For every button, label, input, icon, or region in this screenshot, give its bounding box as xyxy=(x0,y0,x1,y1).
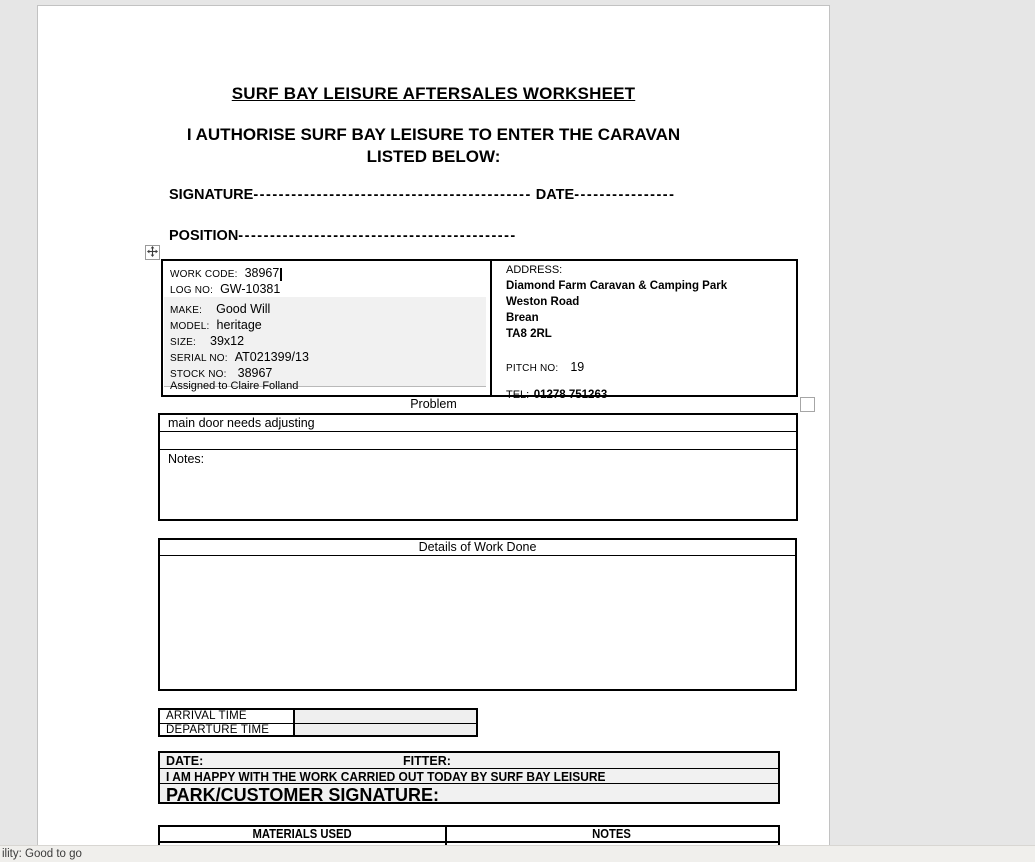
materials-used-header: MATERIALS USED xyxy=(252,827,353,841)
document-page xyxy=(37,5,830,862)
happy-statement-row xyxy=(160,769,778,784)
text-cursor xyxy=(280,268,282,281)
work-done-table xyxy=(158,538,797,691)
address-line-3: Brean xyxy=(506,312,539,324)
date-fitter-row xyxy=(160,753,778,769)
address-line-4: TA8 2RL xyxy=(506,328,552,340)
signoff-table xyxy=(158,751,780,804)
happy-statement-text: I AM HAPPY WITH THE WORK CARRIED OUT TODAY BY SURF BAY LEISURE xyxy=(166,769,606,784)
date-label: DATE xyxy=(535,187,575,203)
pitch-no-row[interactable] xyxy=(506,358,584,376)
date-fill-line: ---------------- xyxy=(574,187,676,203)
departure-time-field[interactable] xyxy=(295,724,477,735)
address-cell[interactable] xyxy=(499,261,799,401)
times-table xyxy=(158,708,478,737)
signoff-fitter-label[interactable]: FITTER: xyxy=(403,754,451,768)
serial-no-value[interactable]: AT021399/13 xyxy=(234,350,309,364)
log-no-row[interactable] xyxy=(170,280,280,298)
model-value[interactable]: heritage xyxy=(216,318,262,332)
address-line-2: Weston Road xyxy=(506,296,580,308)
stock-no-label: STOCK NO: xyxy=(170,369,227,380)
problem-empty-cell[interactable] xyxy=(160,432,796,450)
page-title: SURF BAY LEISURE AFTERSALES WORKSHEET xyxy=(231,84,636,103)
log-no-label: LOG NO: xyxy=(170,285,214,296)
work-code-label: WORK CODE: xyxy=(170,269,238,280)
serial-no-label: SERIAL NO: xyxy=(170,353,228,364)
status-bar xyxy=(0,845,1035,862)
customer-signature-row[interactable] xyxy=(160,784,778,806)
tel-value[interactable]: 01278 751263 xyxy=(533,389,608,401)
arrival-time-label: ARRIVAL TIME xyxy=(166,710,247,722)
departure-time-label: DEPARTURE TIME xyxy=(166,724,270,736)
move-cross-icon xyxy=(147,244,158,262)
caravan-address-table xyxy=(161,259,798,401)
position-line xyxy=(169,228,517,244)
authorise-line-1: I AUTHORISE SURF BAY LEISURE TO ENTER THE CARAVAN xyxy=(186,125,681,144)
tel-label: TEL: xyxy=(506,389,530,401)
departure-time-row xyxy=(160,724,476,735)
position-fill-line: -------------------------------------------- xyxy=(238,228,517,244)
pitch-no-label: PITCH NO: xyxy=(506,363,559,374)
address-line-1: Diamond Farm Caravan & Camping Park xyxy=(506,280,728,292)
make-value[interactable]: Good Will xyxy=(216,302,271,316)
arrival-time-field[interactable] xyxy=(295,710,477,723)
work-code-value[interactable]: 38967 xyxy=(244,266,280,280)
times-column-divider xyxy=(293,710,295,735)
arrival-time-row xyxy=(160,710,476,724)
signature-date-line xyxy=(169,187,675,203)
materials-notes-header: NOTES xyxy=(592,827,632,841)
authorise-line-2: LISTED BELOW: xyxy=(366,147,501,166)
size-value[interactable]: 39x12 xyxy=(210,334,245,348)
address-label: ADDRESS: xyxy=(506,264,563,276)
work-done-entry-cell[interactable] xyxy=(160,556,795,689)
problem-entry-cell[interactable]: main door needs adjusting xyxy=(160,415,796,432)
model-label: MODEL: xyxy=(170,321,210,332)
table-move-handle[interactable] xyxy=(145,245,160,260)
customer-signature-label: PARK/CUSTOMER SIGNATURE: xyxy=(166,785,440,805)
problem-heading: Problem xyxy=(410,397,457,411)
assigned-note: Assigned to Claire Folland xyxy=(170,380,299,392)
materials-header-row xyxy=(160,827,778,843)
table-column-divider xyxy=(490,261,492,395)
stock-no-value[interactable]: 38967 xyxy=(237,366,273,380)
signoff-date-label[interactable]: DATE: xyxy=(166,754,204,768)
signature-fill-line: -------------------------------------------- xyxy=(253,187,532,203)
size-label: SIZE: xyxy=(170,337,197,348)
notes-label: Notes: xyxy=(168,452,205,466)
pitch-no-value[interactable]: 19 xyxy=(570,360,585,374)
notes-cell[interactable] xyxy=(160,450,796,519)
log-no-value[interactable]: GW-10381 xyxy=(220,282,281,296)
make-label: MAKE: xyxy=(170,305,203,316)
problem-table xyxy=(158,413,798,521)
position-label: POSITION xyxy=(169,228,239,244)
signature-label: SIGNATURE xyxy=(169,187,254,203)
work-done-heading: Details of Work Done xyxy=(160,540,795,556)
accessibility-status[interactable]: ility: Good to go xyxy=(2,848,82,860)
